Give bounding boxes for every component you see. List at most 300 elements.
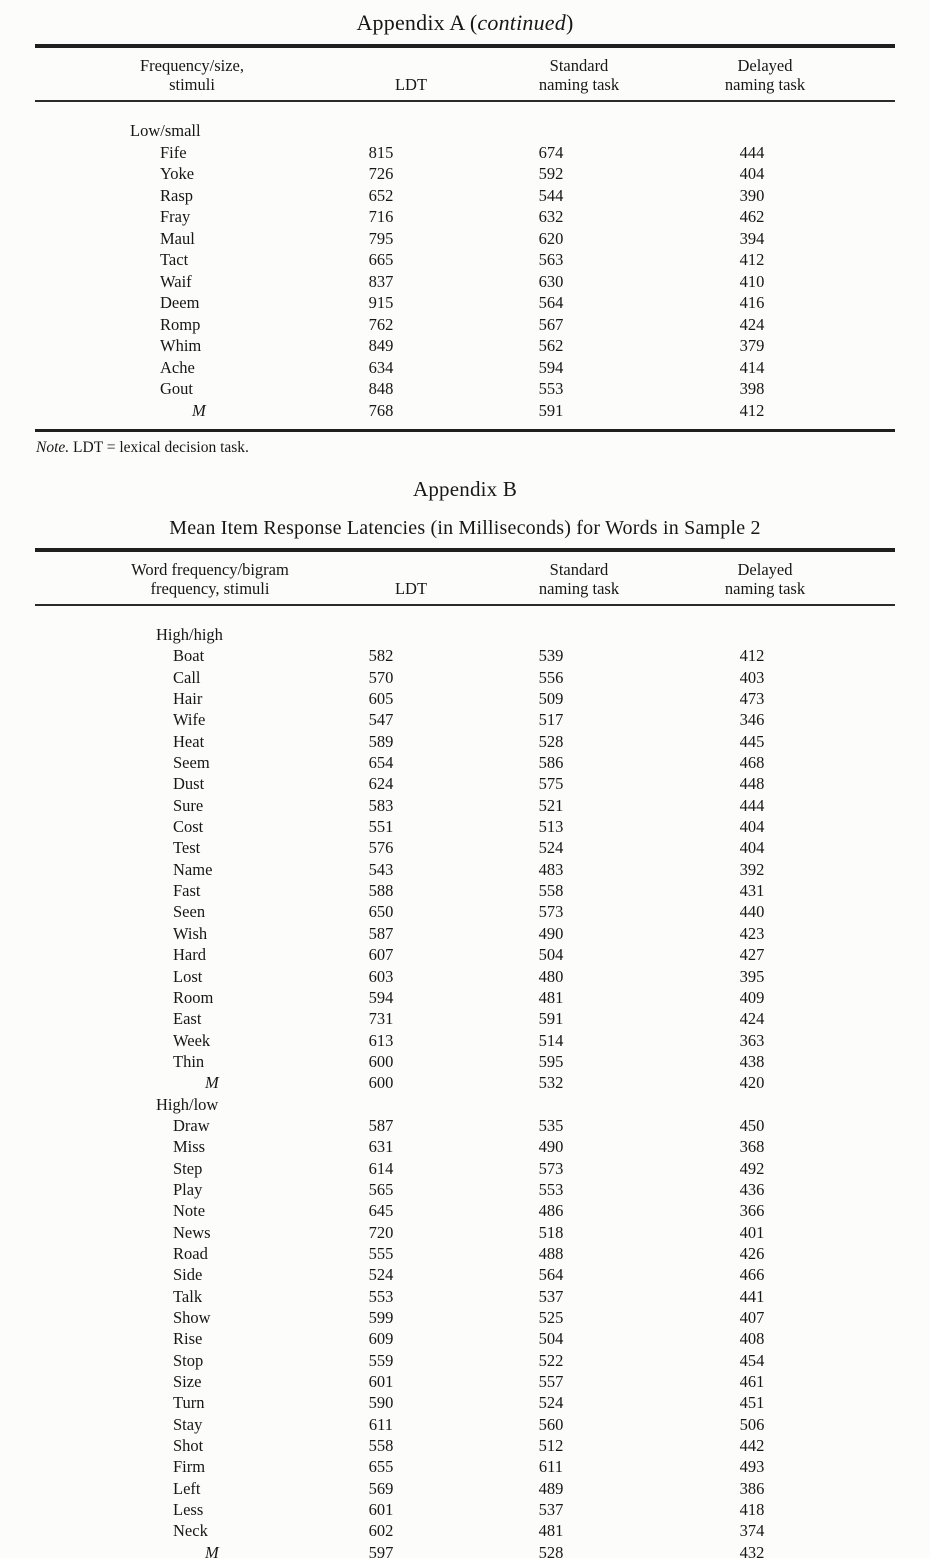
stimulus-cell: Side xyxy=(173,1265,203,1285)
appendix-a-heading-suffix: ) xyxy=(565,10,574,35)
table-row xyxy=(35,901,895,922)
delayed-naming-cell: 454 xyxy=(739,1350,765,1370)
ldt-cell: 600 xyxy=(368,1073,394,1093)
stimulus-cell: Note xyxy=(173,1201,206,1221)
standard-naming-cell: 553 xyxy=(538,379,564,398)
stimulus-cell: Tact xyxy=(160,250,189,269)
table-row xyxy=(35,880,895,901)
ldt-cell: 634 xyxy=(368,357,394,377)
appendix-a-table xyxy=(35,44,895,432)
standard-naming-cell: 564 xyxy=(538,293,564,312)
table-row xyxy=(35,1456,895,1477)
standard-naming-cell: 575 xyxy=(538,774,564,794)
ldt-cell: 588 xyxy=(368,881,394,901)
standard-naming-cell: 517 xyxy=(538,710,564,730)
delayed-naming-cell: 444 xyxy=(739,142,765,162)
delayed-naming-cell: 366 xyxy=(739,1201,765,1221)
standard-naming-cell: 591 xyxy=(538,1009,564,1029)
standard-naming-cell: 481 xyxy=(538,1521,564,1541)
table-row xyxy=(35,1158,895,1179)
ldt-cell: 605 xyxy=(368,689,394,709)
ldt-cell: 587 xyxy=(368,923,394,943)
stimulus-cell: Size xyxy=(173,1372,202,1392)
delayed-naming-cell: 466 xyxy=(739,1265,765,1285)
ldt-cell: 547 xyxy=(368,710,394,730)
table-row xyxy=(35,795,895,816)
table-row xyxy=(35,1520,895,1541)
ldt-cell: 582 xyxy=(368,646,394,666)
ldt-cell: 655 xyxy=(368,1457,394,1477)
delayed-naming-cell: 436 xyxy=(739,1179,765,1199)
stimulus-cell: Dust xyxy=(173,774,205,794)
standard-naming-cell: 591 xyxy=(538,400,564,420)
stimulus-cell: Room xyxy=(173,987,214,1007)
table-row xyxy=(35,859,895,880)
delayed-naming-cell: 432 xyxy=(739,1542,765,1558)
appendix-a-table-body xyxy=(35,101,895,431)
standard-naming-cell: 539 xyxy=(538,646,564,666)
delayed-naming-cell: 386 xyxy=(739,1478,765,1498)
table-row xyxy=(35,1371,895,1392)
table-row xyxy=(35,271,895,293)
delayed-naming-cell: 412 xyxy=(739,646,765,666)
delayed-naming-cell: 424 xyxy=(739,1009,765,1029)
ldt-cell: 601 xyxy=(368,1500,394,1520)
standard-naming-cell: 560 xyxy=(538,1414,564,1434)
table-note-label: Note. xyxy=(36,439,70,456)
stimulus-cell: Play xyxy=(173,1179,203,1199)
delayed-naming-cell: 410 xyxy=(739,271,765,291)
table-row xyxy=(35,752,895,773)
table-row xyxy=(35,837,895,858)
table-row xyxy=(35,142,895,164)
delayed-naming-cell: 506 xyxy=(739,1414,765,1434)
delayed-naming-cell: 374 xyxy=(739,1521,765,1541)
ldt-cell: 652 xyxy=(368,185,394,205)
ldt-cell: 543 xyxy=(368,859,394,879)
delayed-naming-cell: 448 xyxy=(739,774,765,794)
delayed-naming-cell: 440 xyxy=(739,902,765,922)
standard-naming-cell: 594 xyxy=(538,357,564,377)
table-row xyxy=(35,292,895,314)
delayed-naming-cell: 423 xyxy=(739,923,765,943)
standard-naming-cell: 524 xyxy=(538,838,564,858)
col-header-stimuli-text xyxy=(140,56,244,94)
ldt-cell: 624 xyxy=(368,774,394,794)
col-header-standard-naming-b xyxy=(493,550,620,605)
stimulus-cell: Romp xyxy=(160,314,201,334)
stimulus-cell: Left xyxy=(173,1478,201,1498)
stimulus-cell: Boat xyxy=(173,646,205,666)
table-row xyxy=(35,1243,895,1264)
stimulus-cell: Less xyxy=(173,1500,204,1520)
delayed-naming-cell: 431 xyxy=(739,881,765,901)
table-row xyxy=(35,378,895,400)
ldt-cell: 645 xyxy=(368,1201,394,1221)
ldt-cell: 611 xyxy=(368,1414,394,1434)
col-header-word-frequency xyxy=(35,550,289,605)
stimulus-cell: Whim xyxy=(160,336,202,355)
standard-naming-cell: 489 xyxy=(538,1478,564,1498)
ldt-cell: 594 xyxy=(368,987,394,1007)
delayed-naming-cell: 392 xyxy=(739,859,765,879)
col-header-standard-line2: naming task xyxy=(538,75,620,94)
ldt-cell: 589 xyxy=(368,731,394,751)
stimulus-cell: Yoke xyxy=(160,164,195,183)
standard-naming-cell: 518 xyxy=(538,1222,564,1242)
standard-naming-cell: 488 xyxy=(538,1243,564,1263)
standard-naming-cell: 620 xyxy=(538,228,564,248)
col-header-delayed-naming xyxy=(609,46,895,101)
delayed-naming-cell: 412 xyxy=(739,250,765,269)
stimulus-cell: Wish xyxy=(173,923,208,943)
ldt-cell: 569 xyxy=(368,1478,394,1498)
stimulus-cell: News xyxy=(173,1222,211,1242)
ldt-cell: 731 xyxy=(368,1009,394,1029)
standard-naming-cell: 528 xyxy=(538,731,564,751)
table-row xyxy=(35,1435,895,1456)
section-row xyxy=(35,101,895,142)
delayed-naming-cell: 408 xyxy=(739,1329,765,1349)
col-header-standard-naming xyxy=(493,46,620,101)
standard-naming-cell: 558 xyxy=(538,881,564,901)
stimulus-cell: Heat xyxy=(173,731,205,751)
delayed-naming-cell: 401 xyxy=(739,1222,765,1242)
delayed-naming-cell: 394 xyxy=(739,228,765,248)
stimulus-cell: Stop xyxy=(173,1350,204,1370)
standard-naming-cell: 537 xyxy=(538,1500,564,1520)
col-header-delayed-naming-text xyxy=(725,56,805,94)
delayed-naming-cell: 441 xyxy=(739,1286,765,1306)
table-row xyxy=(35,1264,895,1285)
table-row xyxy=(35,1136,895,1157)
col-header-ldt xyxy=(269,46,493,101)
stimulus-cell: M xyxy=(192,400,206,420)
ldt-cell: 837 xyxy=(368,271,394,291)
appendix-b-table-title: Mean Item Response Latencies (in Milliseconds) for Words in Sample 2 xyxy=(169,517,761,539)
stimulus-cell: Stay xyxy=(173,1414,203,1434)
delayed-naming-cell: 492 xyxy=(739,1158,765,1178)
delayed-naming-cell: 473 xyxy=(739,689,765,709)
stimulus-cell: Call xyxy=(173,667,201,687)
stimulus-cell: Wife xyxy=(173,710,206,730)
delayed-naming-cell: 451 xyxy=(739,1393,765,1413)
standard-naming-cell: 556 xyxy=(538,667,564,687)
stimulus-cell: Fast xyxy=(173,881,201,901)
delayed-naming-cell: 438 xyxy=(739,1051,765,1071)
standard-naming-cell: 592 xyxy=(538,164,564,183)
ldt-cell: 849 xyxy=(368,336,394,355)
col-header-delayed-b-line2: naming task xyxy=(724,579,806,598)
standard-naming-cell: 632 xyxy=(538,207,564,226)
col-header-standard-naming-text xyxy=(539,56,619,94)
standard-naming-cell: 630 xyxy=(538,271,564,291)
standard-naming-cell: 553 xyxy=(538,1179,564,1199)
standard-naming-cell: 532 xyxy=(538,1073,564,1093)
col-header-standard-line1: Standard xyxy=(549,56,609,75)
table-row xyxy=(35,1008,895,1029)
ldt-cell: 720 xyxy=(368,1222,394,1242)
table-row xyxy=(35,923,895,944)
ldt-cell: 613 xyxy=(368,1030,394,1050)
delayed-naming-cell: 444 xyxy=(739,795,765,815)
col-header-standard-b-line1: Standard xyxy=(549,560,609,579)
table-row xyxy=(35,357,895,379)
ldt-cell: 599 xyxy=(368,1308,394,1327)
col-header-standard-naming-b-text xyxy=(539,560,619,598)
col-header-ldt-b-line1: LDT xyxy=(394,579,428,598)
ldt-cell: 576 xyxy=(368,838,394,858)
stimulus-cell: Cost xyxy=(173,817,204,837)
ldt-cell: 558 xyxy=(368,1436,394,1456)
stimulus-cell: Rasp xyxy=(160,185,193,205)
col-header-delayed-b-line1: Delayed xyxy=(737,560,793,579)
delayed-naming-cell: 404 xyxy=(739,838,765,858)
ldt-cell: 602 xyxy=(368,1521,394,1541)
table-row xyxy=(35,1350,895,1371)
col-header-stimuli xyxy=(35,46,269,101)
ldt-cell: 768 xyxy=(368,400,394,420)
col-header-ldt-line1: LDT xyxy=(394,75,428,94)
stimulus-cell: Ache xyxy=(160,357,195,377)
table-row xyxy=(35,1222,895,1243)
table-row xyxy=(35,987,895,1008)
stimulus-cell: Draw xyxy=(173,1115,210,1135)
standard-naming-cell: 567 xyxy=(538,314,564,334)
stimulus-cell: East xyxy=(173,1009,202,1029)
col-header-stimuli-line2: stimuli xyxy=(169,75,215,94)
col-header-ldt-b-text xyxy=(395,579,427,598)
appendix-a-heading-prefix: Appendix A ( xyxy=(356,10,478,35)
standard-naming-cell: 586 xyxy=(538,753,564,773)
table-row xyxy=(35,816,895,837)
stimulus-cell: Seen xyxy=(173,902,206,922)
standard-naming-cell: 509 xyxy=(538,689,564,709)
delayed-naming-cell: 445 xyxy=(739,731,765,751)
standard-naming-cell: 674 xyxy=(538,142,564,162)
delayed-naming-cell: 404 xyxy=(739,164,765,183)
stimulus-cell: Name xyxy=(173,859,213,879)
delayed-naming-cell: 390 xyxy=(739,185,765,205)
table-row xyxy=(35,1307,895,1328)
table-row xyxy=(35,1030,895,1051)
section-label: Low/small xyxy=(130,121,201,140)
ldt-cell: 795 xyxy=(368,228,394,248)
delayed-naming-cell: 468 xyxy=(739,753,765,773)
standard-naming-cell: 525 xyxy=(538,1308,564,1327)
delayed-naming-cell: 412 xyxy=(739,400,765,420)
ldt-cell: 716 xyxy=(368,207,394,226)
table-row xyxy=(35,163,895,185)
stimulus-cell: Miss xyxy=(173,1137,206,1157)
standard-naming-cell: 513 xyxy=(538,817,564,837)
standard-naming-cell: 563 xyxy=(538,250,564,269)
col-header-delayed-naming-b xyxy=(609,550,895,605)
standard-naming-cell: 521 xyxy=(538,795,564,815)
ldt-cell: 570 xyxy=(368,667,394,687)
ldt-cell: 915 xyxy=(368,293,394,312)
ldt-cell: 848 xyxy=(368,379,394,398)
standard-naming-cell: 483 xyxy=(538,859,564,879)
stimulus-cell: Road xyxy=(173,1243,208,1263)
delayed-naming-cell: 418 xyxy=(739,1500,765,1520)
delayed-naming-cell: 414 xyxy=(739,357,765,377)
standard-naming-cell: 504 xyxy=(538,945,564,965)
table-row xyxy=(35,1200,895,1221)
standard-naming-cell: 486 xyxy=(538,1201,564,1221)
ldt-cell: 762 xyxy=(368,314,394,334)
standard-naming-cell: 535 xyxy=(538,1115,564,1135)
ldt-cell: 815 xyxy=(368,142,394,162)
table-row xyxy=(35,1499,895,1520)
stimulus-cell: Fife xyxy=(160,142,187,162)
table-row xyxy=(35,314,895,336)
stimulus-cell: Hard xyxy=(173,945,206,965)
col-header-ldt-text xyxy=(395,75,427,94)
col-header-standard-b-line2: naming task xyxy=(538,579,620,598)
table-row xyxy=(35,1286,895,1307)
delayed-naming-cell: 346 xyxy=(739,710,765,730)
appendix-b-table xyxy=(35,548,895,1558)
table-row xyxy=(35,667,895,688)
table-row xyxy=(35,709,895,730)
stimulus-cell: Sure xyxy=(173,795,204,815)
appendix-b-heading: Appendix B xyxy=(412,477,518,501)
ldt-cell: 650 xyxy=(368,902,394,922)
standard-naming-cell: 573 xyxy=(538,902,564,922)
ldt-cell: 597 xyxy=(368,1542,394,1558)
stimulus-cell: Neck xyxy=(173,1521,208,1541)
standard-naming-cell: 514 xyxy=(538,1030,564,1050)
delayed-naming-cell: 403 xyxy=(739,667,765,687)
table-row xyxy=(35,645,895,666)
standard-naming-cell: 504 xyxy=(538,1329,564,1349)
stimulus-cell: M xyxy=(205,1073,219,1093)
ldt-cell: 583 xyxy=(368,795,394,815)
mean-row xyxy=(35,1072,895,1093)
col-header-stimuli-line1: Frequency/size, xyxy=(139,56,244,75)
col-header-delayed-line1: Delayed xyxy=(737,56,793,75)
section-row xyxy=(35,1094,895,1115)
table-row xyxy=(35,206,895,228)
col-header-delayed-naming-b-text xyxy=(725,560,805,598)
standard-naming-cell: 611 xyxy=(538,1457,564,1477)
ldt-cell: 609 xyxy=(368,1329,394,1349)
standard-naming-cell: 490 xyxy=(538,1137,564,1157)
standard-naming-cell: 544 xyxy=(538,185,564,205)
standard-naming-cell: 557 xyxy=(538,1372,564,1392)
delayed-naming-cell: 395 xyxy=(739,966,765,986)
stimulus-cell: Thin xyxy=(173,1051,205,1071)
delayed-naming-cell: 427 xyxy=(739,945,765,965)
standard-naming-cell: 512 xyxy=(538,1436,564,1456)
delayed-naming-cell: 379 xyxy=(739,336,765,355)
appendix-b-table-body xyxy=(35,605,895,1558)
stimulus-cell: Shot xyxy=(173,1436,204,1456)
ldt-cell: 607 xyxy=(368,945,394,965)
stimulus-cell: Waif xyxy=(160,271,192,291)
delayed-naming-cell: 407 xyxy=(739,1308,765,1327)
stimulus-cell: Week xyxy=(173,1030,211,1050)
appendix-b-header-row xyxy=(35,550,895,605)
standard-naming-cell: 490 xyxy=(538,923,564,943)
ldt-cell: 631 xyxy=(368,1137,394,1157)
table-row xyxy=(35,944,895,965)
ldt-cell: 524 xyxy=(368,1265,394,1285)
stimulus-cell: Step xyxy=(173,1158,203,1178)
col-header-word-frequency-line1: Word frequency/bigram xyxy=(131,560,289,579)
delayed-naming-cell: 420 xyxy=(739,1073,765,1093)
ldt-cell: 600 xyxy=(368,1051,394,1071)
table-row xyxy=(35,773,895,794)
ldt-cell: 654 xyxy=(368,753,394,773)
stimulus-cell: Lost xyxy=(173,966,203,986)
table-row xyxy=(35,1414,895,1435)
stimulus-cell: Show xyxy=(173,1308,211,1327)
table-row xyxy=(35,966,895,987)
delayed-naming-cell: 398 xyxy=(739,379,765,398)
table-row xyxy=(35,1478,895,1499)
ldt-cell: 726 xyxy=(368,164,394,183)
standard-naming-cell: 564 xyxy=(538,1265,564,1285)
delayed-naming-cell: 404 xyxy=(739,817,765,837)
delayed-naming-cell: 461 xyxy=(739,1372,765,1392)
delayed-naming-cell: 416 xyxy=(739,293,765,312)
table-row xyxy=(35,249,895,271)
standard-naming-cell: 480 xyxy=(538,966,564,986)
stimulus-cell: Firm xyxy=(173,1457,206,1477)
table-row xyxy=(35,1392,895,1413)
section-row xyxy=(35,605,895,645)
ldt-cell: 551 xyxy=(368,817,394,837)
table-row xyxy=(35,1051,895,1072)
section-label: High/low xyxy=(156,1094,219,1114)
ldt-cell: 565 xyxy=(368,1179,394,1199)
table-note xyxy=(36,439,930,457)
table-row xyxy=(35,185,895,207)
stimulus-cell: Turn xyxy=(173,1393,205,1413)
stimulus-cell: Maul xyxy=(160,228,195,248)
ldt-cell: 559 xyxy=(368,1350,394,1370)
stimulus-cell: Deem xyxy=(160,293,200,312)
ldt-cell: 614 xyxy=(368,1158,394,1178)
stimulus-cell: Fray xyxy=(160,207,191,226)
col-header-word-frequency-text xyxy=(131,560,289,598)
ldt-cell: 665 xyxy=(368,250,394,269)
appendix-a-header-row xyxy=(35,46,895,101)
standard-naming-cell: 573 xyxy=(538,1158,564,1178)
col-header-word-frequency-line2: frequency, stimuli xyxy=(150,579,270,598)
section-label: High/high xyxy=(156,625,223,644)
table-note-text: LDT = lexical decision task. xyxy=(69,439,249,456)
standard-naming-cell: 522 xyxy=(538,1350,564,1370)
standard-naming-cell: 537 xyxy=(538,1286,564,1306)
appendix-a-heading-continued: continued xyxy=(477,10,566,35)
delayed-naming-cell: 493 xyxy=(739,1457,765,1477)
delayed-naming-cell: 368 xyxy=(739,1137,765,1157)
standard-naming-cell: 481 xyxy=(538,987,564,1007)
stimulus-cell: Test xyxy=(173,838,201,858)
delayed-naming-cell: 426 xyxy=(739,1243,765,1263)
table-row xyxy=(35,688,895,709)
standard-naming-cell: 528 xyxy=(538,1542,564,1558)
ldt-cell: 590 xyxy=(368,1393,394,1413)
delayed-naming-cell: 424 xyxy=(739,314,765,334)
ldt-cell: 603 xyxy=(368,966,394,986)
table-row xyxy=(35,335,895,357)
stimulus-cell: Talk xyxy=(173,1286,203,1306)
col-header-ldt-b xyxy=(269,550,493,605)
